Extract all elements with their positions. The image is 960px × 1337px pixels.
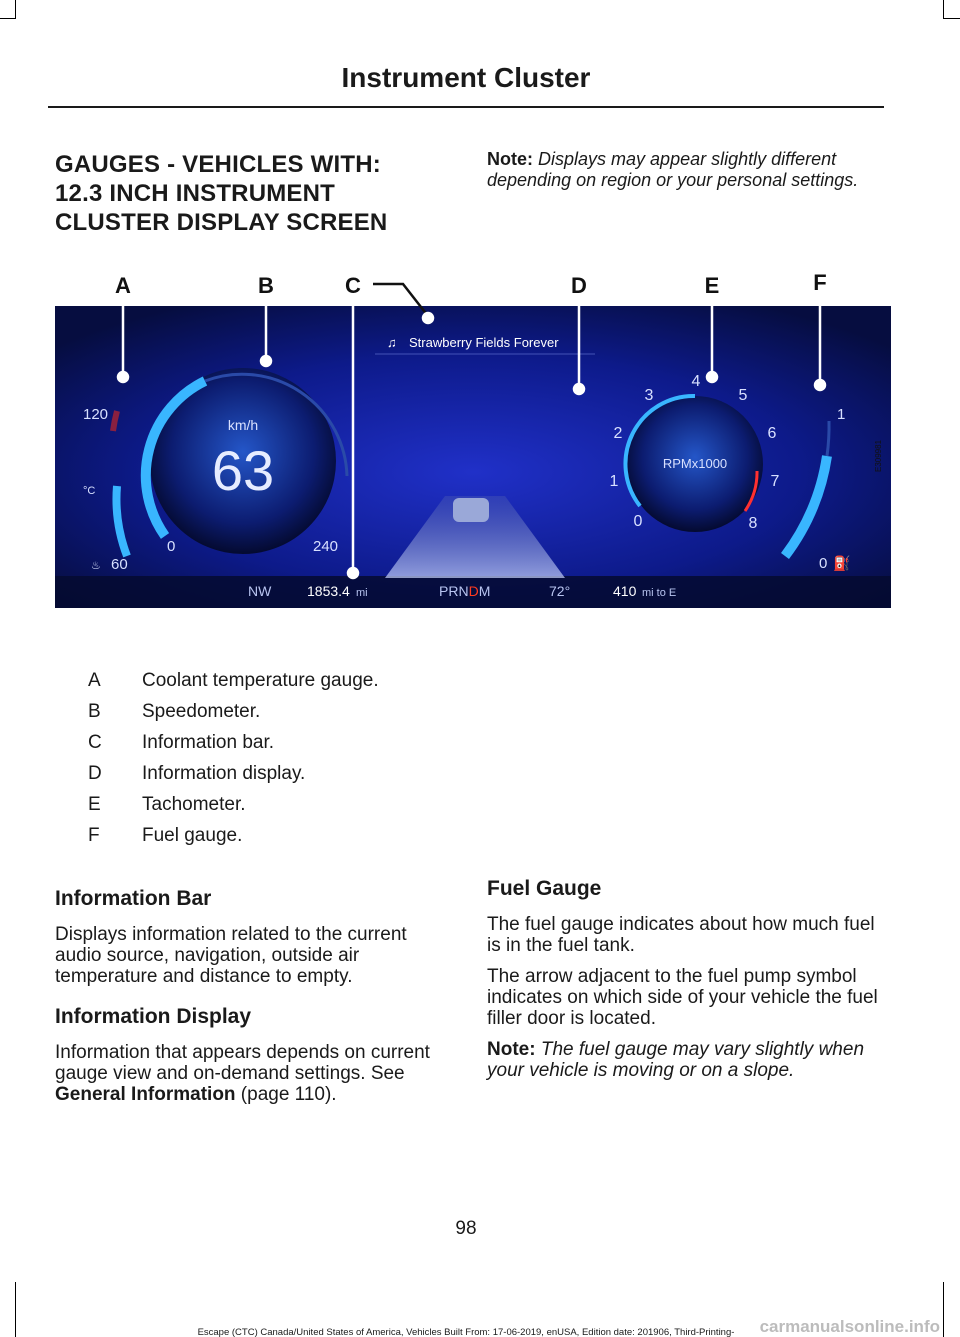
legend-row: [55, 730, 475, 761]
legend-key: F: [88, 825, 100, 846]
leader-d-dot: [574, 384, 584, 394]
information-display-body: [55, 1042, 450, 1105]
legend-key: D: [88, 763, 102, 784]
instrument-cluster-figure: [55, 266, 891, 608]
gear-selector: [439, 583, 490, 599]
callout-label-f: F: [813, 270, 827, 295]
information-display-text: Information that appears depends on current gauge view and on-demand settings. See: [55, 1042, 430, 1084]
general-information-link[interactable]: General Information: [55, 1084, 236, 1105]
rpm-label: RPMx1000: [662, 456, 728, 471]
section-title-line-2: 12.3 INCH INSTRUMENT: [55, 180, 336, 207]
callout-label-b: B: [258, 273, 274, 298]
legend-text: Speedometer.: [142, 701, 261, 722]
information-display-section: [55, 1004, 450, 1105]
gear-suffix: M: [478, 583, 491, 599]
legend-key: B: [88, 701, 101, 722]
note-text: Displays may appear slightly different depending on region or your personal settings.: [487, 149, 859, 190]
coolant-temp-hot-zone: [113, 411, 117, 431]
rpm-tick-0: 0: [633, 513, 643, 530]
legend-row: [55, 668, 475, 699]
header-divider: [48, 106, 884, 108]
speed-value: 63: [211, 439, 275, 502]
legend-key: E: [88, 794, 101, 815]
crop-mark-top-left: [15, 0, 16, 18]
compass-heading: NW: [248, 583, 272, 599]
temp-low-label: 60: [111, 556, 128, 573]
rpm-tick-1: 1: [609, 473, 619, 490]
display-note: [487, 149, 887, 191]
callout-label-c: C: [345, 273, 361, 298]
rpm-tick-6: 6: [767, 425, 777, 442]
range-unit: mi to E: [642, 587, 677, 599]
legend-row: [55, 792, 475, 823]
temp-unit-label: °C: [83, 485, 96, 497]
figure-legend: [55, 668, 475, 854]
section-title-line-3: CLUSTER DISPLAY SCREEN: [55, 209, 388, 236]
gear-active: D: [468, 583, 479, 599]
callout-label-a: A: [115, 273, 131, 298]
range-value: 410: [613, 583, 637, 599]
rpm-tick-7: 7: [770, 473, 780, 490]
fuel-pump-icon: ⛽: [833, 555, 851, 571]
legend-text: Coolant temperature gauge.: [142, 670, 379, 691]
page-number: 98: [455, 1218, 477, 1239]
vehicle-ahead-icon: [453, 498, 489, 522]
leader-a-dot: [118, 372, 128, 382]
callout-label-e: E: [704, 273, 720, 298]
callout-label-d: D: [571, 273, 587, 298]
rpm-tick-5: 5: [738, 387, 748, 404]
legend-key: C: [88, 732, 102, 753]
fuel-gauge-body-2: The arrow adjacent to the fuel pump symbol indicates on which side of your vehicle the fuel filler door is located.: [487, 966, 878, 1029]
legend-row: [55, 699, 475, 730]
fuel-full-label: 1: [837, 406, 846, 423]
odometer-value: 1853.4: [307, 583, 350, 599]
fuel-gauge-note: [487, 1039, 887, 1081]
rpm-tick-2: 2: [613, 425, 623, 442]
legend-text: Information bar.: [142, 732, 275, 753]
speed-tick-0: 0: [167, 538, 176, 555]
fuel-note-label: Note:: [487, 1039, 536, 1060]
gear-prefix: PRN: [439, 583, 469, 599]
legend-text: Fuel gauge.: [142, 825, 243, 846]
odometer-unit: mi: [356, 587, 368, 599]
leader-e-dot: [707, 372, 717, 382]
coolant-icon: ♨: [91, 560, 101, 572]
crop-mark-bottom-right: [943, 1282, 944, 1337]
speed-tick-240: 240: [313, 538, 339, 555]
fuel-gauge-section: [487, 876, 887, 1081]
legend-text: Information display.: [142, 763, 306, 784]
outside-temp: 72°: [549, 583, 571, 599]
leader-c-top-dot: [423, 313, 433, 323]
rpm-tick-8: 8: [748, 515, 758, 532]
temp-high-label: 120: [83, 406, 109, 423]
leader-f-dot: [815, 380, 825, 390]
song-title: Strawberry Fields Forever: [409, 335, 559, 350]
leader-b-dot: [261, 356, 271, 366]
information-bar-body: Displays information related to the current audio source, navigation, outside air temperature and distance to empty.: [55, 924, 407, 987]
information-display-title: Information Display: [55, 1005, 252, 1028]
rpm-tick-4: 4: [691, 373, 701, 390]
figure-part-id: E309981: [874, 439, 883, 473]
leader-c-dot: [348, 568, 358, 578]
legend-key: A: [88, 670, 101, 691]
fuel-note-text: The fuel gauge may vary slightly when your vehicle is moving or on a slope.: [487, 1039, 865, 1081]
legend-text: Tachometer.: [142, 794, 246, 815]
section-heading: [55, 150, 450, 237]
fuel-gauge-body-1: The fuel gauge indicates about how much fuel is in the fuel tank.: [487, 914, 875, 956]
fuel-gauge-title: Fuel Gauge: [487, 877, 602, 900]
speed-unit: km/h: [227, 417, 259, 433]
section-title-line-1: GAUGES - VEHICLES WITH:: [55, 151, 381, 178]
rpm-tick-3: 3: [644, 387, 654, 404]
crop-mark-top-right-h: [943, 18, 960, 19]
footer-edition: Escape (CTC) Canada/United States of America, Vehicles Built From: 17-06-2019, enUSA, Edition date: 201906, Third-Printing-: [197, 1327, 735, 1337]
legend-row: [55, 761, 475, 792]
fuel-empty-label: 0: [819, 555, 828, 572]
legend-row: [55, 823, 475, 854]
watermark: carmanualsonline.info: [759, 1317, 940, 1336]
information-bar-title: Information Bar: [55, 887, 212, 910]
crop-mark-top-right: [943, 0, 944, 18]
chapter-title: Instrument Cluster: [341, 62, 591, 93]
information-display-page-ref: (page 110).: [235, 1084, 337, 1105]
crop-mark-top-left-h: [0, 18, 16, 19]
information-bar-section: [55, 886, 450, 987]
music-note-icon: ♫: [387, 335, 397, 350]
note-label: Note:: [487, 149, 533, 169]
